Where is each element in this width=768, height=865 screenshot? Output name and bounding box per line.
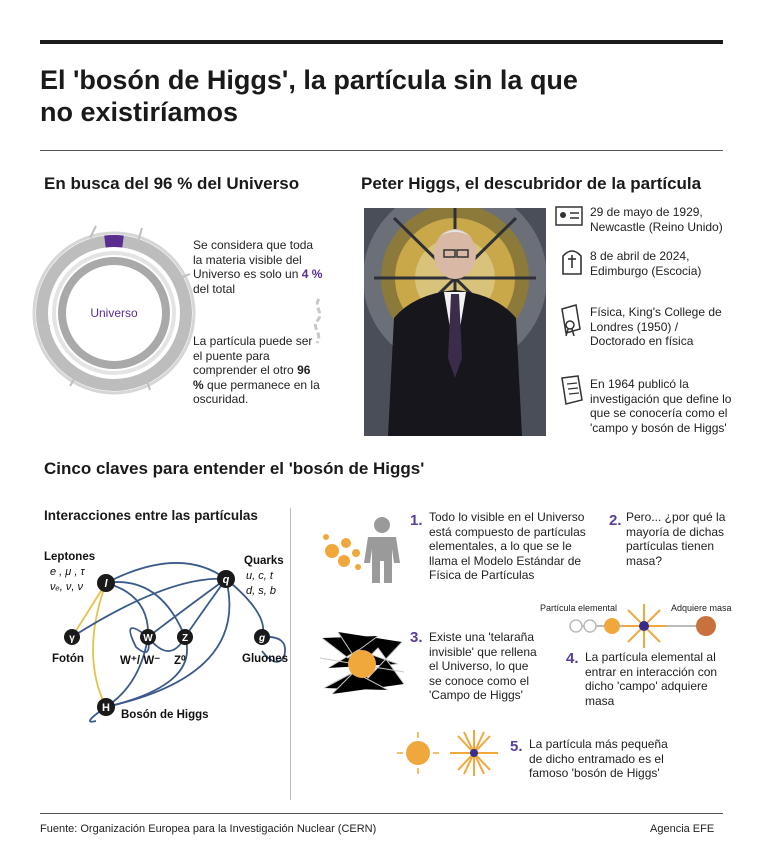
higgs-heading: Peter Higgs, el descubridor de la partícula	[361, 174, 702, 193]
source-credit: Fuente: Organización Europea para la Investigación Nuclear (CERN)	[40, 823, 377, 835]
quarks-label: Quarks	[244, 555, 284, 567]
svg-text:q: q	[222, 574, 230, 586]
top-bar	[40, 40, 723, 44]
svg-text:γ: γ	[69, 633, 75, 644]
mass-acquisition-illustration	[566, 600, 726, 650]
book-icon	[558, 374, 586, 406]
quarks-line-1: u, c, t	[246, 570, 273, 582]
z-boson-label: Z⁰	[174, 655, 186, 667]
higgs-boson-illustration	[396, 728, 506, 778]
key-5-text: La partícula más pequeña de dicho entramado es el famoso 'bosón de Higgs'	[529, 737, 668, 780]
svg-text:l: l	[104, 578, 108, 590]
footer-divider	[40, 813, 723, 814]
universe-label: Universo	[90, 306, 138, 320]
svg-text:g: g	[258, 633, 266, 644]
key-2-number: 2.	[609, 512, 622, 529]
higgs-education: Física, King's College de Londres (1950) / Doctorado en física	[590, 305, 722, 348]
key-5-number: 5.	[510, 738, 523, 755]
key-4-number: 4.	[566, 650, 579, 667]
key-3-text: Existe una 'telaraña invisible' que rellena el Universo, lo que se conoce como el 'Campo de Higgs'	[429, 630, 537, 702]
particles-person-illustration	[318, 515, 404, 585]
universe-ring-graphic	[30, 218, 200, 408]
title-divider	[40, 150, 723, 151]
diploma-icon	[558, 303, 584, 337]
visible-matter-slice	[104, 235, 124, 248]
keys-heading: Cinco claves para entender el 'bosón de Higgs'	[44, 459, 425, 478]
particle-elemental-label: Partícula elemental	[540, 603, 618, 613]
svg-text:Z: Z	[181, 633, 189, 644]
acquires-mass-label: Adquiere masa	[671, 603, 732, 613]
universe-heading: En busca del 96 % del Universo	[44, 174, 300, 193]
higgs-boson-label: Bosón de Higgs	[121, 709, 209, 721]
svg-text:W: W	[143, 633, 153, 644]
leptons-line-2: νₑ, ν, ν	[50, 581, 83, 593]
key-1-text: Todo lo visible en el Universo está compuesto de partículas elementales, a lo que se le llama el Modelo Estándar de Física de Partículas	[429, 510, 586, 582]
wavy-line-decoration	[305, 295, 335, 351]
higgs-died: 8 de abril de 2024, Edimburgo (Escocia)	[590, 249, 702, 278]
key-3-number: 3.	[410, 629, 423, 646]
key-4-text: La partícula elemental al entrar en interacción con dicho 'campo' adquiere masa	[585, 650, 718, 708]
higgs-field-web-illustration	[318, 628, 406, 696]
peter-higgs-photo	[364, 208, 546, 436]
w-boson-label: W⁺/ W⁻	[120, 655, 161, 667]
leptons-line-1: e , μ , τ	[50, 566, 85, 578]
svg-text:H: H	[102, 702, 110, 714]
quarks-line-2: d, s, b	[246, 585, 276, 597]
higgs-born: 29 de mayo de 1929, Newcastle (Reino Unido)	[590, 205, 723, 234]
universe-paragraph-1: Se considera que toda la materia visible del Universo es solo un 4 % del total	[193, 238, 323, 296]
key-2-text: Pero... ¿por qué la mayoría de dichas partículas tienen masa?	[626, 510, 726, 568]
id-card-icon	[555, 205, 583, 227]
higgs-publication: En 1964 publicó la investigación que define lo que se conocería como el 'campo y bosón de Higgs'	[590, 377, 732, 435]
key-1-number: 1.	[410, 512, 423, 529]
leptons-label: Leptones	[44, 551, 96, 563]
page-title: El 'bosón de Higgs', la partícula sin la que no existiríamos	[40, 65, 578, 127]
interactions-heading: Interacciones entre las partículas	[44, 508, 258, 523]
universe-paragraph-2: La partícula puede ser el puente para comprender el otro 96 % que permanece en la oscuridad.	[193, 334, 320, 406]
agency-credit: Agencia EFE	[650, 823, 715, 835]
photon-label: Fotón	[52, 653, 84, 665]
tombstone-icon	[560, 246, 584, 276]
gluons-label: Gluones	[242, 653, 289, 665]
